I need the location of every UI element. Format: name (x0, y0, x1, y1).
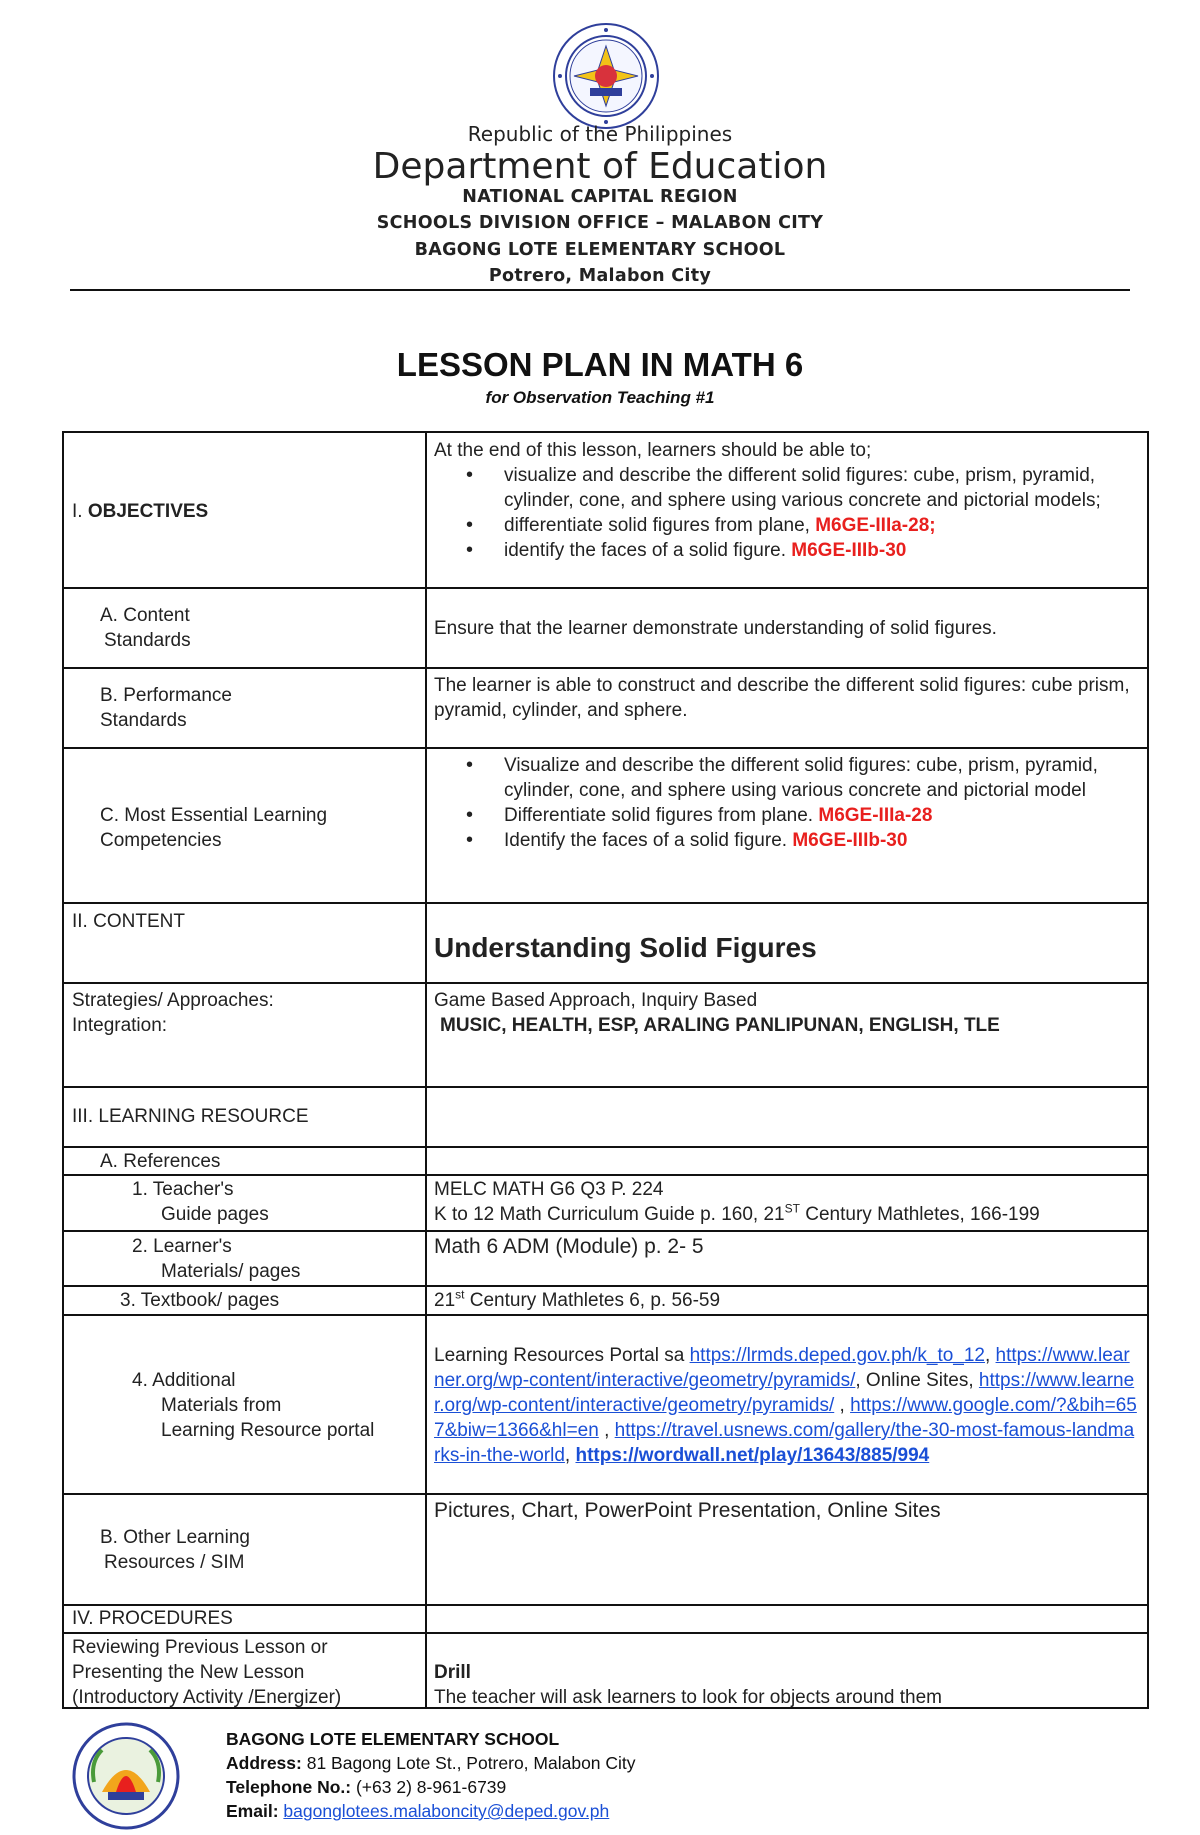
label-line: Integration: (72, 1015, 168, 1036)
content-label: II. CONTENT (72, 911, 185, 932)
teachers-guide-value (434, 1177, 1139, 1227)
label-line: Materials from (161, 1395, 282, 1416)
footer-school-name: BAGONG LOTE ELEMENTARY SCHOOL (226, 1729, 560, 1749)
content-standards-value: Ensure that the learner demonstrate understanding of solid figures. (434, 618, 997, 639)
strategies-value (434, 988, 1139, 1038)
label-line: Standards (100, 710, 187, 731)
school-line: BAGONG LOTE ELEMENTARY SCHOOL (414, 240, 786, 260)
label-line: (Introductory Activity /Energizer) (72, 1687, 342, 1708)
other-resources-label (100, 1525, 445, 1575)
procedures-label: IV. PROCEDURES (72, 1608, 233, 1629)
footer-address (226, 1751, 636, 1775)
other-resources-value: Pictures, Chart, PowerPoint Presentation, Online Sites (434, 1499, 941, 1522)
objective-item (434, 538, 1139, 563)
competency-item (434, 828, 1139, 853)
learners-materials-label (132, 1234, 477, 1284)
objectives-number: I. (72, 501, 83, 522)
additional-materials-value: Learning Resources Portal sa https://lrmds.deped.gov.ph/k_to_12, https://www.learner.org/wp-content/interactive/geometry/pyramids/, Online Sites, https://www.learner.org/wp-content/interactive/geometry/pyramids/ , https://www.google.com/?&bih=657&biw=1366&hl=en , https://travel.usnews.com/gallery/the-30-most-famous-landmarks-in-the-world, https://wordwall.net/play/13643/885/994 (434, 1345, 1137, 1466)
competency-text: Differentiate solid figures from plane. (504, 805, 814, 826)
objectives-intro: At the end of this lesson, learners should be able to; (434, 440, 872, 461)
label-line: 2. Learner's (132, 1236, 232, 1257)
row-divider (64, 1314, 1147, 1316)
performance-standards-label (100, 683, 445, 733)
location-line: Potrero, Malabon City (488, 266, 712, 286)
label-line: Materials/ pages (161, 1261, 301, 1282)
department-name: Department of Education (372, 146, 828, 187)
lrmds-link[interactable]: https://lrmds.deped.gov.ph/k_to_12 (689, 1345, 985, 1366)
label-line: Learning Resource portal (161, 1420, 375, 1441)
label-line: Competencies (100, 830, 222, 851)
competency-text: Visualize and describe the different solid figures: cube, prism, pyramid, cylinder, cone, and sphere using various concrete and pictorial model (504, 755, 1098, 801)
usnews-link[interactable]: https://travel.usnews.com/gallery/the-30-most-famous-landmarks-in-the-world (434, 1420, 1135, 1466)
learning-resource-label: III. LEARNING RESOURCE (72, 1106, 309, 1127)
reference-text: K to 12 Math Curriculum Guide p. 160, 21 (434, 1204, 785, 1225)
portal-text: , Online Sites, (855, 1370, 979, 1391)
teachers-guide-label (132, 1177, 477, 1227)
textbook-label: 3. Textbook/ pages (120, 1290, 280, 1311)
row-divider (64, 587, 1147, 589)
objective-text: differentiate solid figures from plane, (504, 515, 810, 536)
label-line: Strategies/ Approaches: (72, 990, 274, 1011)
label-line: Reviewing Previous Lesson or (72, 1637, 328, 1658)
row-divider (64, 1285, 1147, 1287)
row-divider (64, 747, 1147, 749)
school-logo (72, 1722, 180, 1830)
label-line: Standards (104, 630, 191, 651)
row-divider (64, 667, 1147, 669)
reference-text: Century Mathletes, 166-199 (799, 1204, 1040, 1225)
deped-seal-logo (552, 22, 660, 130)
additional-materials-label (132, 1368, 477, 1443)
address-value: 81 Bagong Lote St., Potrero, Malabon City (301, 1753, 636, 1773)
learner-org-link[interactable]: https://www.learner.org/wp-content/interactive/geometry/pyramids/ (434, 1345, 1130, 1391)
textbook-text: Century Mathletes 6, p. 56-59 (464, 1290, 721, 1311)
row-divider (64, 1632, 1147, 1634)
objective-text: visualize and describe the different solid figures: cube, prism, pyramid, cylinder, cone, and sphere using various concrete and pictorial models; (504, 465, 1101, 511)
label-line: Presenting the New Lesson (72, 1662, 305, 1683)
competency-item (434, 753, 1139, 803)
learners-materials-value: Math 6 ADM (Module) p. 2- 5 (434, 1235, 704, 1258)
footer-contact (226, 1727, 636, 1823)
drill-heading: Drill (434, 1662, 471, 1683)
label-line: C. Most Essential Learning (100, 805, 328, 826)
superscript: ST (784, 1201, 800, 1216)
competency-item (434, 803, 1139, 828)
label-line: B. Performance (100, 685, 232, 706)
strategies-label (72, 988, 417, 1038)
header-divider (70, 289, 1130, 291)
integration-subjects: MUSIC, HEALTH, ESP, ARALING PANLIPUNAN, ENGLISH, TLE (440, 1015, 1000, 1036)
row-divider (64, 902, 1147, 904)
textbook-text: 21 (434, 1290, 456, 1311)
lesson-plan-table (62, 431, 1149, 1709)
email-label: Email: (226, 1801, 279, 1821)
lesson-plan-subtitle: for Observation Teaching #1 (485, 388, 715, 407)
drill-text: The teacher will ask learners to look for objects around them (434, 1687, 942, 1708)
superscript: st (455, 1287, 465, 1302)
competency-code: M6GE-IIIb-30 (791, 540, 907, 561)
label-line: A. Content (100, 605, 190, 626)
objectives-label (72, 499, 417, 524)
lesson-plan-title: LESSON PLAN IN MATH 6 (396, 346, 804, 383)
row-divider (64, 1146, 1147, 1148)
row-divider (64, 1086, 1147, 1088)
objective-text: identify the faces of a solid figure. (504, 540, 786, 561)
content-topic: Understanding Solid Figures (434, 932, 817, 963)
learner-org-link[interactable]: https://www.learner.org/wp-content/interactive/geometry/pyramids/ (434, 1370, 1135, 1416)
performance-standards-value: The learner is able to construct and describe the different solid figures: cube prism, pyramid, cylinder, and sphere. (434, 675, 1130, 721)
strategies-approach: Game Based Approach, Inquiry Based (434, 990, 758, 1011)
address-label: Address: (226, 1753, 302, 1773)
competency-code: M6GE-IIIb-30 (792, 830, 908, 851)
row-divider (64, 1493, 1147, 1495)
reviewing-value (434, 1660, 1139, 1710)
footer-phone (226, 1775, 636, 1799)
label-line: 1. Teacher's (132, 1179, 234, 1200)
row-divider (64, 1230, 1147, 1232)
email-link[interactable]: bagonglotees.malaboncity@deped.gov.ph (283, 1801, 610, 1821)
region-line: NATIONAL CAPITAL REGION (462, 187, 738, 207)
competency-code: M6GE-IIIa-28 (818, 805, 933, 826)
row-divider (64, 982, 1147, 984)
objectives-heading: OBJECTIVES (87, 501, 209, 522)
division-line: SCHOOLS DIVISION OFFICE – MALABON CITY (376, 213, 824, 233)
republic-line: Republic of the Philippines (467, 122, 733, 146)
references-label: A. References (100, 1151, 221, 1172)
objective-item (434, 513, 1139, 538)
reference-line (434, 1202, 1139, 1227)
phone-value: (+63 2) 8-961-6739 (351, 1777, 507, 1797)
objective-item (434, 463, 1139, 513)
content-standards-label (100, 603, 445, 653)
footer-email (226, 1799, 636, 1823)
reviewing-label (72, 1635, 417, 1710)
google-link[interactable]: https://www.google.com/?&bih=657&biw=1366&hl=en (434, 1395, 1137, 1441)
phone-label: Telephone No.: (226, 1777, 352, 1797)
textbook-value (434, 1288, 1139, 1313)
melc-content (434, 753, 1139, 853)
objectives-content (434, 438, 1139, 563)
wordwall-link[interactable]: https://wordwall.net/play/13643/885/994 (575, 1445, 930, 1466)
row-divider (64, 1174, 1147, 1176)
reference-line: MELC MATH G6 Q3 P. 224 (434, 1179, 664, 1200)
competency-text: Identify the faces of a solid figure. (504, 830, 788, 851)
melc-label (100, 803, 445, 853)
label-line: Guide pages (161, 1204, 269, 1225)
label-line: Resources / SIM (104, 1552, 245, 1573)
label-line: 4. Additional (132, 1370, 236, 1391)
competency-code: M6GE-IIIa-28; (815, 515, 936, 536)
label-line: B. Other Learning (100, 1527, 250, 1548)
portal-text: Learning Resources Portal sa (434, 1345, 690, 1366)
